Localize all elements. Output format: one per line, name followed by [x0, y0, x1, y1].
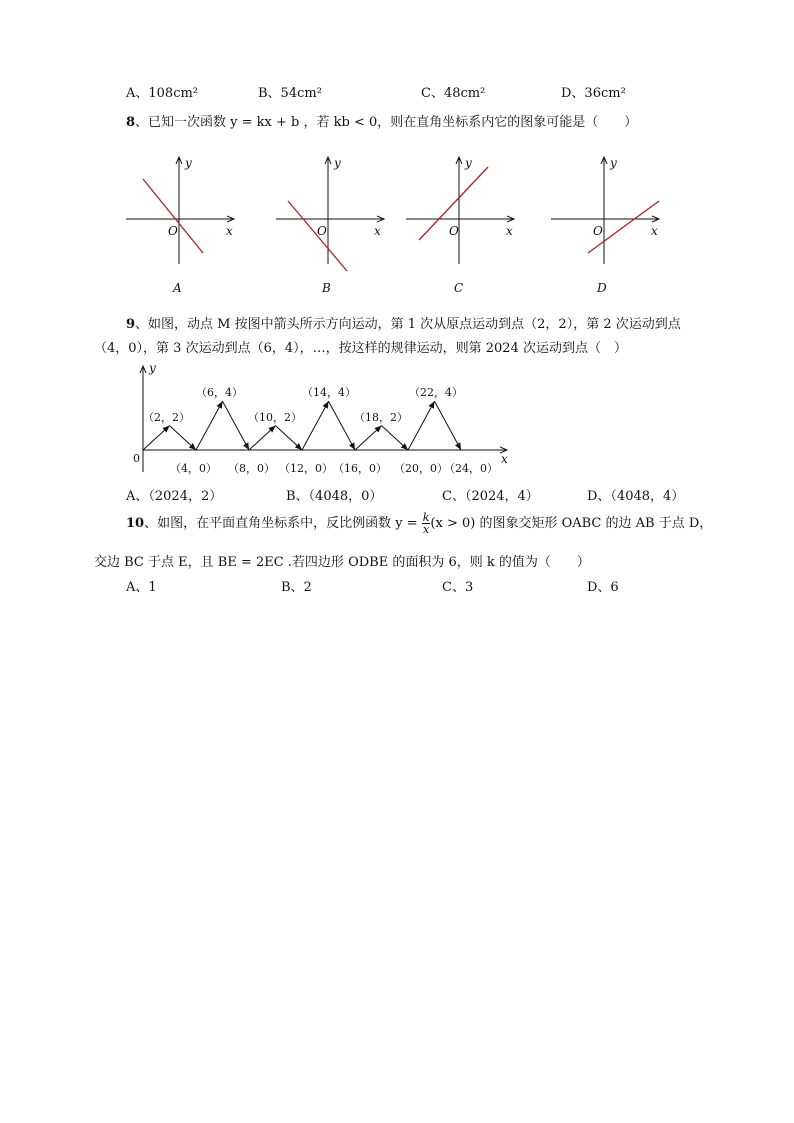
q9-bottom-label-4: （16，0） — [333, 462, 387, 475]
q9-bottom-label-6: （24，0） — [444, 462, 498, 475]
q9-option-b[interactable]: B、（4048，0） — [286, 489, 383, 504]
graph-c-x-label: x — [506, 224, 513, 238]
q9-path-segment — [249, 426, 276, 450]
q9-path-segment — [196, 401, 223, 450]
q9-bottom-label-2: （8，0） — [228, 462, 275, 475]
q8-number: 8 — [126, 115, 136, 130]
q9-x-label: x — [501, 452, 508, 466]
graph-d — [551, 157, 659, 264]
graph-b-label[interactable]: B — [322, 281, 331, 295]
q9-top-label-4: （14，4） — [302, 386, 356, 399]
graph-d-label[interactable]: D — [597, 281, 607, 295]
q9-text-line1 — [126, 313, 681, 332]
q10-frac-den: x — [422, 523, 430, 536]
q9-top-label-5: （18，2） — [354, 411, 408, 424]
graph-a-label[interactable]: A — [173, 281, 182, 295]
q10-frac-num: k — [422, 511, 430, 524]
q9-stem-1: 、如图，动点 M 按图中箭头所示方向运动，第 1 次从原点运动到点（2，2），第 2 次运动到点 — [135, 317, 681, 332]
q10-number: 10 — [126, 516, 145, 531]
q10-option-a[interactable]: A、1 — [126, 580, 157, 595]
q9-bottom-label-1: （4，0） — [170, 462, 217, 475]
q9-bottom-label-5: （20，0） — [394, 462, 448, 475]
q9-top-label-2: （6，4） — [196, 386, 243, 399]
graph-c-label[interactable]: C — [454, 281, 464, 295]
graph-a-origin: O — [168, 224, 178, 238]
graph-b-origin: O — [317, 224, 327, 238]
q9-path-segment — [382, 426, 409, 450]
q10-text-line1 — [126, 512, 712, 535]
graph-d-origin: O — [593, 224, 603, 238]
q9-figure — [143, 366, 507, 472]
q9-path-segment — [302, 401, 329, 450]
q9-path-segment — [223, 401, 250, 450]
q9-path-segment — [143, 426, 170, 450]
graph-b-y-label: y — [334, 156, 341, 170]
q10-stem-1a: 、如图，在平面直角坐标系中，反比例函数 y = — [144, 516, 418, 531]
graph-d-x-label: x — [651, 224, 658, 238]
q9-path-segment — [435, 401, 462, 450]
q9-option-c[interactable]: C、（2024，4） — [442, 489, 539, 504]
graph-d-y-label: y — [610, 156, 617, 170]
q9-path-segment — [276, 426, 303, 450]
q9-option-d[interactable]: D、（4048，4） — [587, 489, 685, 504]
q9-path-segment — [329, 401, 356, 450]
q9-path-segment — [408, 401, 435, 450]
q9-bottom-label-3: （12，0） — [279, 462, 333, 475]
q9-path-segment — [170, 426, 197, 450]
q9-top-label-3: （10，2） — [248, 411, 302, 424]
graph-c — [406, 157, 514, 264]
graph-c-y-label: y — [465, 156, 472, 170]
q9-option-a[interactable]: A、（2024，2） — [126, 489, 223, 504]
q8-stem: 、已知一次函数 y = kx + b ，若 kb < 0，则在直角坐标系内它的图象可能是（ ） — [135, 115, 638, 130]
q7-option-a[interactable]: A、108cm² — [126, 86, 199, 101]
q9-top-label-6: （22，4） — [409, 386, 463, 399]
q9-number: 9 — [126, 317, 136, 332]
q9-origin: 0 — [133, 452, 140, 465]
q9-text-line2: （4，0），第 3 次运动到点（6，4），…，按这样的规律运动，则第 2024 次运动到点（ ） — [94, 341, 627, 356]
graph-a-line — [143, 179, 203, 253]
graph-c-origin: O — [449, 224, 459, 238]
q9-path-segment — [355, 426, 382, 450]
q10-option-b[interactable]: B、2 — [281, 580, 312, 595]
graph-b — [276, 157, 384, 271]
q10-option-d[interactable]: D、6 — [587, 580, 619, 595]
q9-y-label: y — [149, 361, 156, 375]
q7-option-c[interactable]: C、48cm² — [421, 86, 486, 101]
q9-top-label-1: （2，2） — [143, 411, 190, 424]
q7-option-d[interactable]: D、36cm² — [561, 86, 626, 101]
q10-stem-1b: (x > 0) 的图象交矩形 OABC 的边 AB 于点 D， — [430, 516, 713, 531]
graph-a-x-label: x — [226, 224, 233, 238]
graph-a — [126, 157, 234, 264]
graph-a-y-label: y — [185, 156, 192, 170]
graph-b-x-label: x — [374, 224, 381, 238]
q7-option-b[interactable]: B、54cm² — [258, 86, 322, 101]
q10-option-c[interactable]: C、3 — [442, 580, 474, 595]
q10-text-line2: 交边 BC 于点 E，且 BE = 2EC .若四边形 ODBE 的面积为 6，则 k 的值为（ ） — [94, 555, 590, 570]
